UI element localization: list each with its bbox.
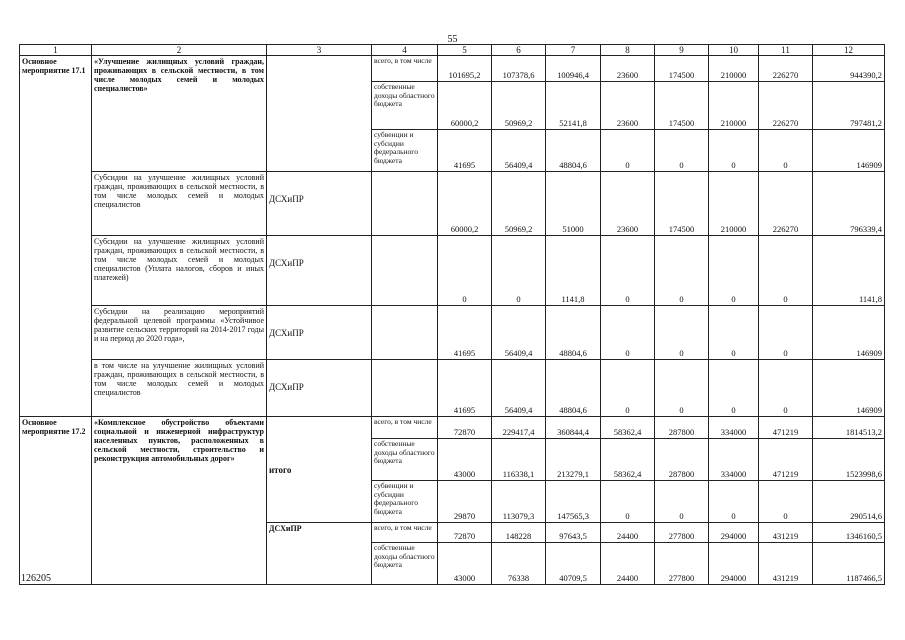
funding-source-cell: всего, в том числе: [372, 523, 438, 543]
value-cell: 48804,6: [546, 306, 601, 360]
table-row: [20, 417, 885, 439]
value-cell: 146909: [813, 130, 885, 172]
value-cell: 72870: [438, 417, 492, 439]
funding-source-cell: [372, 236, 438, 306]
subsidy-description: Субсидии на реализацию мероприятий федеральной целевой программы «Устойчивое развитие сельских территорий на 2014-2017 годы и на период до 2020 года»,: [92, 306, 267, 360]
value-cell: 116338,1: [492, 439, 546, 481]
value-cell: 48804,6: [546, 130, 601, 172]
value-cell: 41695: [438, 360, 492, 417]
value-cell: 0: [709, 130, 759, 172]
value-cell: 107378,6: [492, 56, 546, 82]
column-number-cell: 12: [813, 45, 885, 56]
value-cell: 23600: [601, 172, 655, 236]
executor-cell: ДСХиПР: [267, 523, 372, 585]
value-cell: 0: [492, 236, 546, 306]
activity-label-17-1: Основное мероприятие 17.1: [20, 56, 92, 417]
value-cell: 0: [709, 236, 759, 306]
program-finance-table: [19, 44, 885, 585]
funding-source-cell: субвенции и субсидии федерального бюджета: [372, 130, 438, 172]
executor-cell: ДСХиПР: [267, 360, 372, 417]
column-number-cell: 10: [709, 45, 759, 56]
subsidy-description: в том числе на улучшение жилищных условий граждан, проживающих в сельской местности, в том числе молодых семей и молодых специалистов: [92, 360, 267, 417]
value-cell: 287800: [655, 439, 709, 481]
table-row: [20, 56, 885, 82]
column-number-cell: 1: [20, 45, 92, 56]
table-row: [20, 306, 885, 360]
funding-source-cell: собственные доходы областного бюджета: [372, 82, 438, 130]
value-cell: 147565,3: [546, 481, 601, 523]
value-cell: 56409,4: [492, 306, 546, 360]
value-cell: 60000,2: [438, 172, 492, 236]
value-cell: 796339,4: [813, 172, 885, 236]
value-cell: 43000: [438, 543, 492, 585]
value-cell: 174500: [655, 172, 709, 236]
column-number-cell: 2: [92, 45, 267, 56]
header-row: [20, 45, 885, 56]
value-cell: 431219: [759, 543, 813, 585]
activity-title-17-2: «Комплексное обустройство объектами социальной и инженерной инфраструктур населенных пунктов, расположенных в сельской местности, строительство и реконструкция автомобильных дорог»: [92, 417, 267, 585]
value-cell: 60000,2: [438, 82, 492, 130]
value-cell: 0: [759, 306, 813, 360]
column-number-cell: 11: [759, 45, 813, 56]
value-cell: 23600: [601, 82, 655, 130]
value-cell: 40709,5: [546, 543, 601, 585]
value-cell: 1523998,6: [813, 439, 885, 481]
funding-source-cell: собственные доходы областного бюджета: [372, 439, 438, 481]
column-number-cell: 9: [655, 45, 709, 56]
value-cell: 0: [601, 360, 655, 417]
value-cell: 146909: [813, 360, 885, 417]
column-number-cell: 3: [267, 45, 372, 56]
value-cell: 1141,8: [546, 236, 601, 306]
funding-source-cell: субвенции и субсидии федерального бюджета: [372, 481, 438, 523]
column-number-cell: 4: [372, 45, 438, 56]
value-cell: 1141,8: [813, 236, 885, 306]
value-cell: 51000: [546, 172, 601, 236]
value-cell: 174500: [655, 82, 709, 130]
value-cell: 294000: [709, 523, 759, 543]
value-cell: 1187466,5: [813, 543, 885, 585]
value-cell: 43000: [438, 439, 492, 481]
value-cell: 58362,4: [601, 417, 655, 439]
value-cell: 1814513,2: [813, 417, 885, 439]
value-cell: 0: [655, 481, 709, 523]
value-cell: 0: [655, 236, 709, 306]
value-cell: 360844,4: [546, 417, 601, 439]
value-cell: 50969,2: [492, 172, 546, 236]
value-cell: 226270: [759, 56, 813, 82]
executor-cell: ДСХиПР: [267, 172, 372, 236]
value-cell: 56409,4: [492, 130, 546, 172]
subsidy-description: Субсидии на улучшение жилищных условий граждан, проживающих в сельской местности, в том числе молодых семей и молодых специалистов (Уплата налогов, сборов и иных платежей): [92, 236, 267, 306]
value-cell: 334000: [709, 439, 759, 481]
value-cell: 210000: [709, 56, 759, 82]
value-cell: 23600: [601, 56, 655, 82]
value-cell: 29870: [438, 481, 492, 523]
funding-source-cell: собственные доходы областного бюджета: [372, 543, 438, 585]
value-cell: 944390,2: [813, 56, 885, 82]
value-cell: 100946,4: [546, 56, 601, 82]
value-cell: 213279,1: [546, 439, 601, 481]
value-cell: 0: [759, 481, 813, 523]
value-cell: 97643,5: [546, 523, 601, 543]
table-row: [20, 360, 885, 417]
value-cell: 146909: [813, 306, 885, 360]
value-cell: 56409,4: [492, 360, 546, 417]
column-number-cell: 5: [438, 45, 492, 56]
value-cell: 0: [601, 481, 655, 523]
value-cell: 50969,2: [492, 82, 546, 130]
value-cell: 48804,6: [546, 360, 601, 417]
executor-cell: ДСХиПР: [267, 306, 372, 360]
value-cell: 174500: [655, 56, 709, 82]
value-cell: 113079,3: [492, 481, 546, 523]
value-cell: 41695: [438, 130, 492, 172]
value-cell: 101695,2: [438, 56, 492, 82]
value-cell: 229417,4: [492, 417, 546, 439]
value-cell: 0: [759, 360, 813, 417]
value-cell: 290514,6: [813, 481, 885, 523]
value-cell: 0: [601, 130, 655, 172]
value-cell: 0: [601, 306, 655, 360]
page-number: 55: [447, 34, 458, 45]
value-cell: 52141,8: [546, 82, 601, 130]
value-cell: 148228: [492, 523, 546, 543]
value-cell: 24400: [601, 543, 655, 585]
value-cell: 0: [759, 130, 813, 172]
subsidy-description: Субсидии на улучшение жилищных условий граждан, проживающих в сельской местности, в том числе молодых семей и молодых специалистов: [92, 172, 267, 236]
table-row: [20, 236, 885, 306]
value-cell: 277800: [655, 543, 709, 585]
column-number-cell: 8: [601, 45, 655, 56]
value-cell: 0: [438, 236, 492, 306]
value-cell: 287800: [655, 417, 709, 439]
value-cell: 76338: [492, 543, 546, 585]
value-cell: 226270: [759, 172, 813, 236]
value-cell: 0: [759, 236, 813, 306]
column-number-cell: 7: [546, 45, 601, 56]
value-cell: 0: [655, 306, 709, 360]
value-cell: 0: [601, 236, 655, 306]
value-cell: 0: [709, 481, 759, 523]
value-cell: 226270: [759, 82, 813, 130]
executor-total-cell: итого: [267, 417, 372, 523]
value-cell: 41695: [438, 306, 492, 360]
funding-source-cell: [372, 306, 438, 360]
column-number-cell: 6: [492, 45, 546, 56]
value-cell: 334000: [709, 417, 759, 439]
activity-title-17-1: «Улучшение жилищных условий граждан, проживающих в сельской местности, в том числе молодых семей и молодых специалистов»: [92, 56, 267, 172]
value-cell: 0: [655, 360, 709, 417]
value-cell: 72870: [438, 523, 492, 543]
funding-source-cell: всего, в том числе: [372, 56, 438, 82]
value-cell: 277800: [655, 523, 709, 543]
value-cell: 210000: [709, 172, 759, 236]
value-cell: 24400: [601, 523, 655, 543]
footer-code: 126205: [21, 573, 51, 584]
executor-cell: ДСХиПР: [267, 236, 372, 306]
value-cell: 431219: [759, 523, 813, 543]
value-cell: 58362,4: [601, 439, 655, 481]
value-cell: 0: [655, 130, 709, 172]
value-cell: 471219: [759, 439, 813, 481]
value-cell: 0: [709, 360, 759, 417]
value-cell: 797481,2: [813, 82, 885, 130]
funding-source-cell: [372, 360, 438, 417]
table-row: [20, 172, 885, 236]
value-cell: 210000: [709, 82, 759, 130]
value-cell: 1346160,5: [813, 523, 885, 543]
executor-cell: [267, 56, 372, 172]
value-cell: 471219: [759, 417, 813, 439]
funding-source-cell: всего, в том числе: [372, 417, 438, 439]
funding-source-cell: [372, 172, 438, 236]
value-cell: 0: [709, 306, 759, 360]
activity-label-17-2: Основное мероприятие 17.2: [20, 417, 92, 585]
value-cell: 294000: [709, 543, 759, 585]
